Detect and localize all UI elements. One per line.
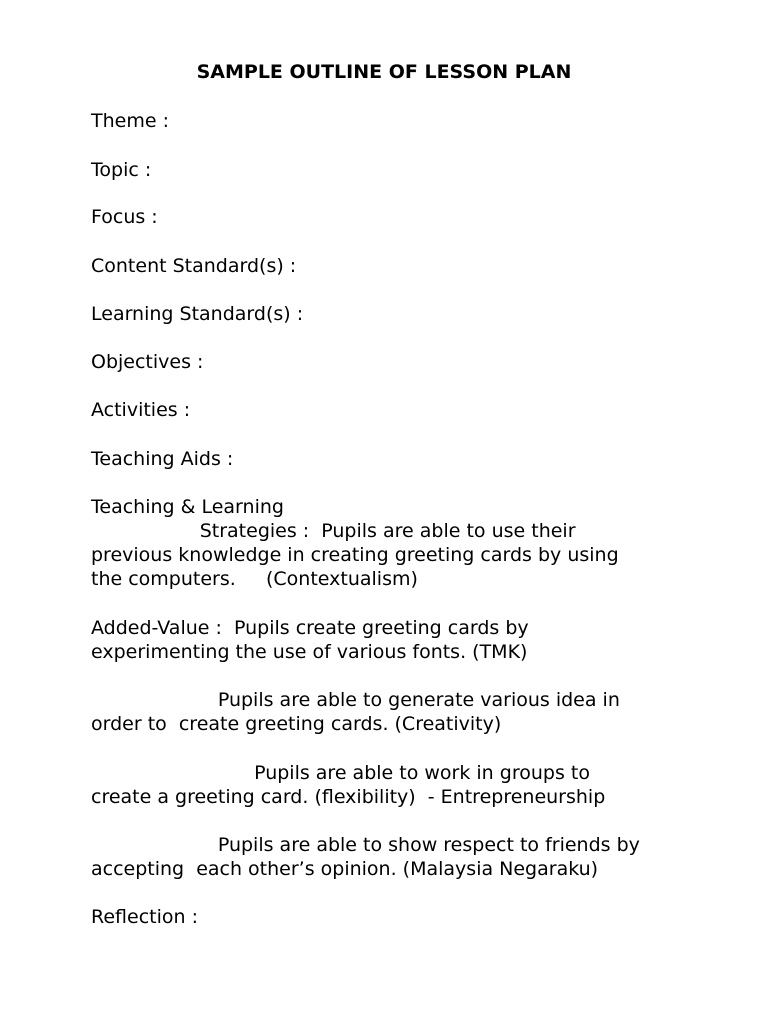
creativity-line-2: order to create greeting cards. (Creativity): [91, 713, 502, 735]
field-teaching-aids: Teaching Aids :: [91, 448, 234, 470]
added-value-line-2: experimenting the use of various fonts. (TMK): [91, 641, 528, 663]
field-content-standard: Content Standard(s) :: [91, 255, 297, 277]
flexibility-line-2: create a greeting card. (flexibility) - Entrepreneurship: [91, 786, 606, 808]
field-objectives: Objectives :: [91, 351, 204, 373]
field-theme: Theme :: [91, 110, 169, 132]
respect-line-2: accepting each other’s opinion. (Malaysia Negaraku): [91, 858, 599, 880]
field-activities: Activities :: [91, 399, 191, 421]
field-topic: Topic :: [91, 159, 152, 181]
document-title: SAMPLE OUTLINE OF LESSON PLAN: [196, 61, 572, 83]
strategies-line-2: Strategies : Pupils are able to use their: [91, 520, 576, 542]
respect-line-1: Pupils are able to show respect to friends by: [91, 834, 640, 856]
added-value-line-1: Added-Value : Pupils create greeting cards by: [91, 617, 529, 639]
creativity-line-1: Pupils are able to generate various idea in: [91, 689, 620, 711]
field-learning-standard: Learning Standard(s) :: [91, 303, 304, 325]
flexibility-line-1: Pupils are able to work in groups to: [91, 762, 590, 784]
strategies-line-3: previous knowledge in creating greeting cards by using: [91, 544, 619, 566]
field-focus: Focus :: [91, 206, 158, 228]
strategies-line-4: the computers. (Contextualism): [91, 568, 418, 590]
strategies-line-1: Teaching & Learning: [91, 496, 284, 518]
field-reflection: Reflection :: [91, 906, 198, 928]
